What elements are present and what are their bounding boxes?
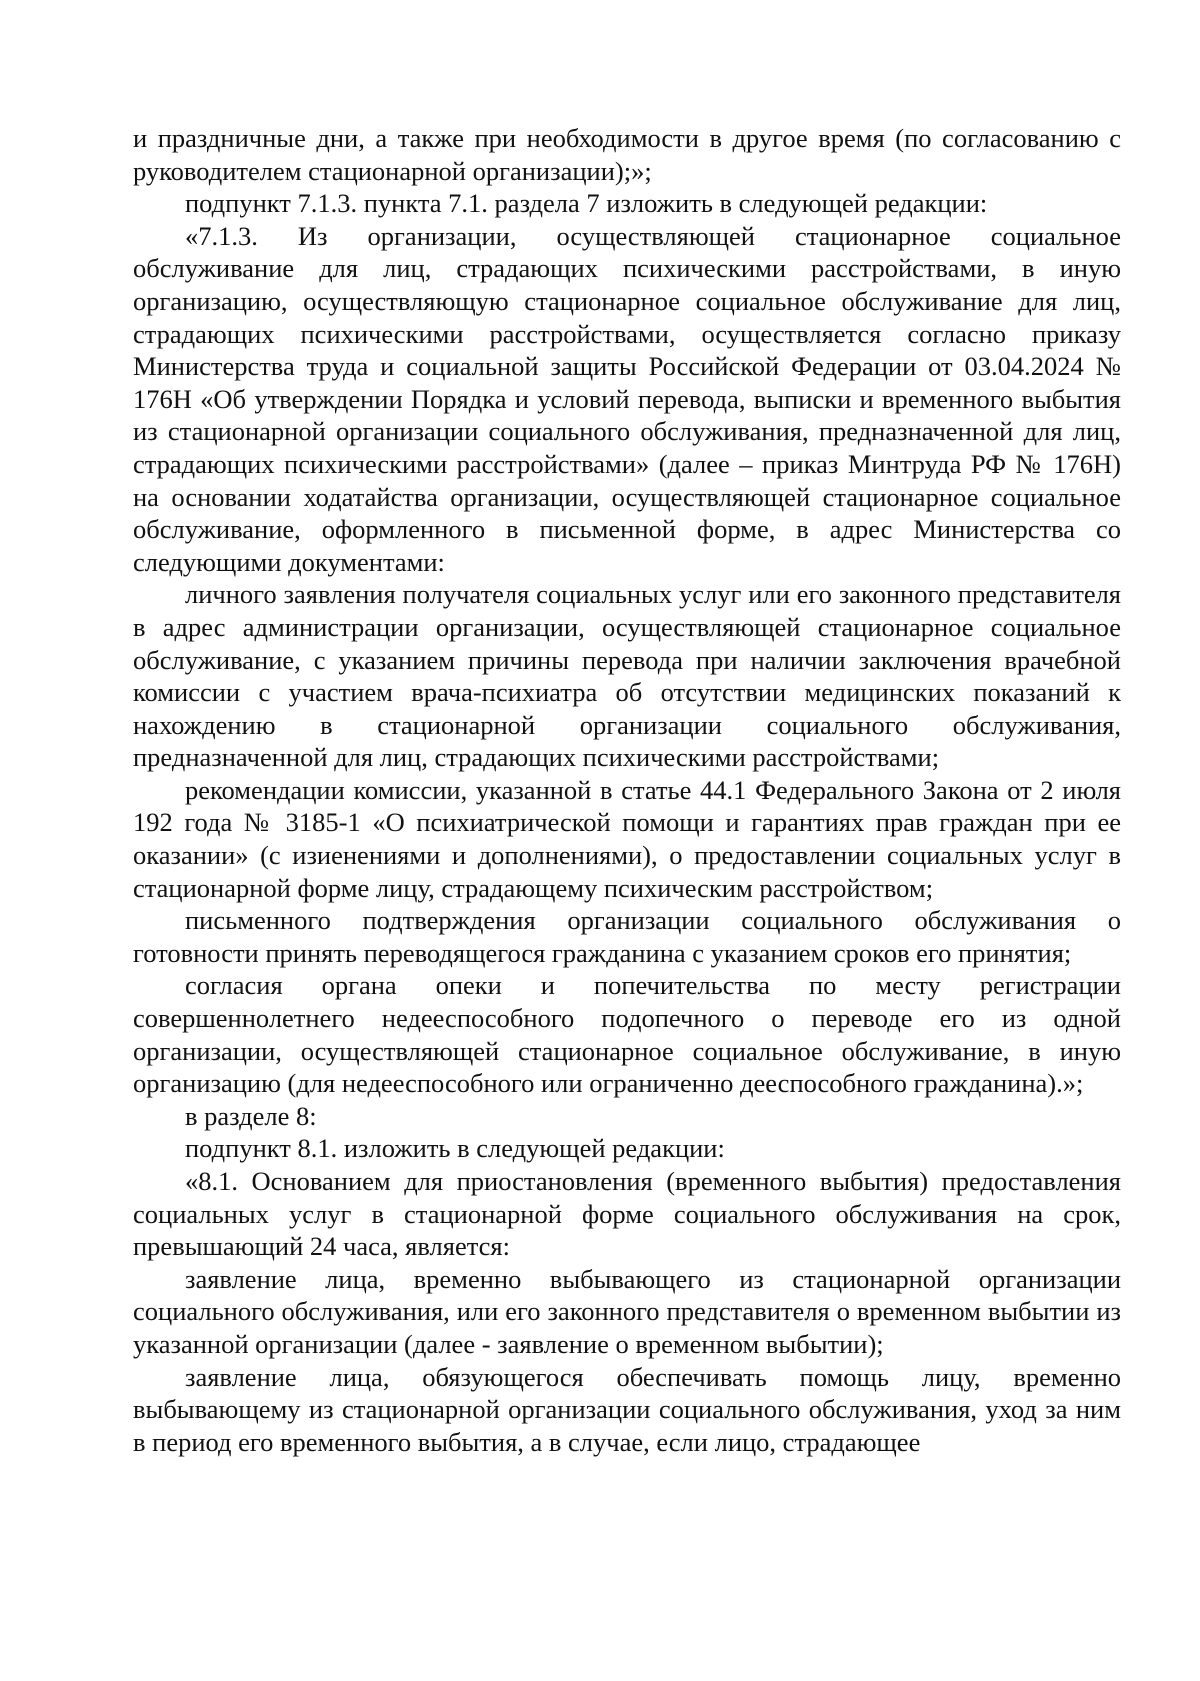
paragraph: согласия органа опеки и попечительства по месту регистрации совершеннолетнего недееспособного подопечного о переводе его из одной организации, осуществляющей стационарное социальное обслуживание, в иную организацию (для недееспособного или ограниченно дееспособного гражданина).»; [133,970,1121,1099]
document-body [133,122,1121,1458]
paragraph: «7.1.3. Из организации, осуществляющей стационарное социальное обслуживание для лиц, страдающих психическими расстройствами, в иную организацию, осуществляющую стационарное социальное обслуживание для лиц, страдающих психическими расстройствами, осуществляется согласно приказу Министерства труда и социальной защиты Российской Федерации от 03.04.2024 № 176Н «Об утверждении Порядка и условий перевода, выписки и временного выбытия из стационарной организации социального обслуживания, предназначенной для лиц, страдающих психическими расстройствами» (далее – приказ Минтруда РФ № 176Н) на основании ходатайства организации, осуществляющей стационарное социальное обслуживание, оформленного в письменной форме, в адрес Министерства со следующими документами: [133,220,1121,577]
paragraph: заявление лица, временно выбывающего из стационарной организации социального обслуживания, или его законного представителя о временном выбытии из указанной организации (далее - заявление о временном выбытии); [133,1263,1121,1359]
paragraph: подпункт 7.1.3. пункта 7.1. раздела 7 изложить в следующей редакции: [185,188,988,219]
paragraph: и праздничные дни, а также при необходимости в другое время (по согласованию с руководителем стационарной организации);»; [133,123,1121,186]
paragraph: заявление лица, обязующегося обеспечивать помощь лицу, временно выбывающему из стационарной организации социального обслуживания, уход за ним в период его временного выбытия, а в случае, если лицо, страдающее [133,1361,1121,1457]
paragraph: в разделе 8: [185,1100,317,1131]
paragraph: рекомендации комиссии, указанной в статье 44.1 Федерального Закона от 2 июля 192 года № 3185-1 «О психиатрической помощи и гарантиях прав граждан при ее оказании» (с изиенениями и дополнениями), о предоставлении социальных услуг в стационарной форме лицу, страдающему психическим расстройством; [133,774,1121,903]
paragraph: личного заявления получателя социальных услуг или его законного представителя в адрес администрации организации, осуществляющей стационарное социальное обслуживание, с указанием причины перевода при наличии заключения врачебной комиссии с участием врача-психиатра об отсутствии медицинских показаний к нахождению в стационарной организации социального обслуживания, предназначенной для лиц, страдающих психическими расстройствами; [133,579,1121,773]
paragraph: письменного подтверждения организации социального обслуживания о готовности принять переводящегося гражданина с указанием сроков его принятия; [133,905,1121,968]
paragraph: подпункт 8.1. изложить в следующей редакции: [185,1133,725,1164]
paragraph: «8.1. Основанием для приостановления (временного выбытия) предоставления социальных услуг в стационарной форме социального обслуживания на срок, превышающий 24 часа, является: [133,1166,1121,1262]
